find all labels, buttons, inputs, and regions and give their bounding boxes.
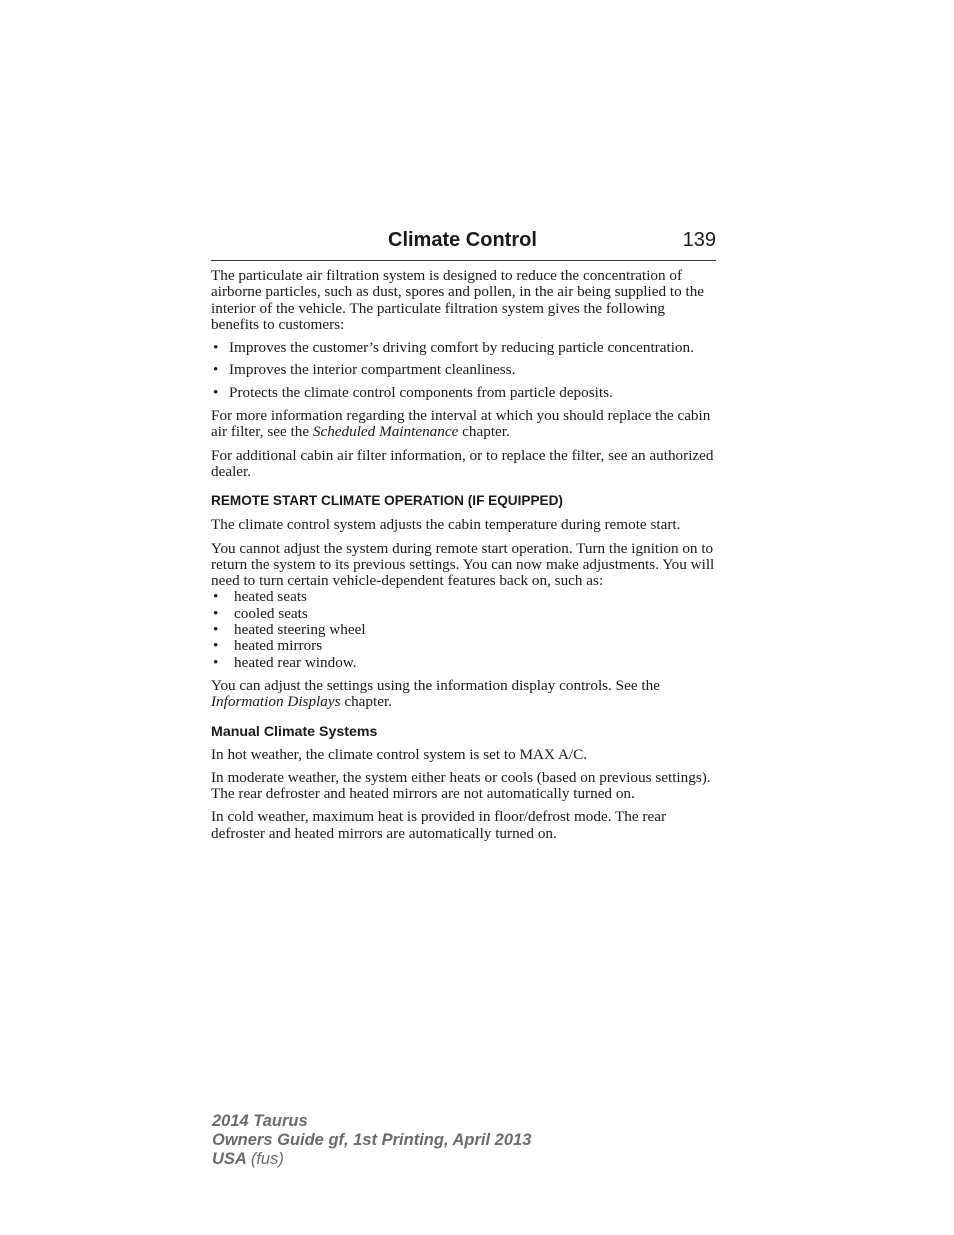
scheduled-maintenance-reference: Scheduled Maintenance	[312, 423, 459, 441]
list-item: • cooled seats	[211, 606, 716, 622]
remote-start-paragraph-2: You cannot adjust the system during remote start operation. Turn the ignition on to return the system to its previous settings. You can now make adjustments. You will need to turn certain vehicle-dependent features back on, such as:	[211, 539, 715, 590]
hot-weather-paragraph: In hot weather, the climate control system is set to MAX A/C.	[211, 745, 588, 763]
footer-region	[212, 1150, 531, 1169]
remote-start-paragraph-1: The climate control system adjusts the cabin temperature during remote start.	[211, 516, 681, 534]
footer-printing: Owners Guide gf, 1st Printing, April 2013	[212, 1131, 532, 1149]
more-info-paragraph	[211, 408, 716, 441]
remote-start-paragraph-3	[211, 678, 716, 711]
list-item: • Improves the interior compartment cleanliness.	[211, 362, 716, 378]
settings-text: You can adjust the settings using the information display controls. See the	[211, 676, 660, 694]
cold-weather-paragraph: In cold weather, maximum heat is provided in floor/defrost mode. The rear defroster and heated mirrors are automatically turned on.	[211, 808, 667, 842]
footer-code: (fus)	[250, 1150, 284, 1168]
list-item: • Protects the climate control components from particle deposits.	[211, 385, 716, 401]
page-footer	[212, 1112, 531, 1169]
list-item: • heated steering wheel	[211, 622, 716, 638]
manual-climate-heading: Manual Climate Systems	[211, 723, 378, 740]
list-item: • heated seats	[211, 589, 716, 605]
chapter-title: Climate Control	[388, 229, 537, 251]
settings-suffix: chapter.	[340, 693, 392, 711]
additional-info-paragraph: For additional cabin air filter information, or to replace the filter, see an authorized dealer.	[211, 446, 714, 480]
features-list	[211, 589, 716, 670]
footer-country: USA	[212, 1150, 247, 1168]
intro-paragraph: The particulate air filtration system is designed to reduce the concentration of airborne particles, such as dust, spores and pollen, in the air being supplied to the interior of the vehicle. The particulate filtration system gives the following benefits to customers:	[211, 267, 705, 333]
page-number: 139	[682, 229, 716, 251]
list-item: • heated rear window.	[211, 655, 716, 671]
remote-start-heading: REMOTE START CLIMATE OPERATION (IF EQUIPPED)	[211, 493, 563, 509]
list-item: • heated mirrors	[211, 638, 716, 654]
moderate-weather-paragraph: In moderate weather, the system either heats or cools (based on previous settings). The rear defroster and heated mirrors are not automatically turned on.	[211, 768, 711, 803]
more-info-text: For more information regarding the interval at which you should replace the cabin air filter, see the	[211, 407, 711, 441]
more-info-suffix: chapter.	[458, 423, 510, 441]
page-content	[211, 268, 716, 849]
list-item: • Improves the customer’s driving comfort by reducing particle concentration.	[211, 340, 716, 356]
benefits-list	[211, 340, 716, 401]
information-displays-reference: Information Displays	[211, 693, 341, 711]
page-header	[211, 229, 716, 261]
footer-model: 2014 Taurus	[212, 1112, 308, 1130]
